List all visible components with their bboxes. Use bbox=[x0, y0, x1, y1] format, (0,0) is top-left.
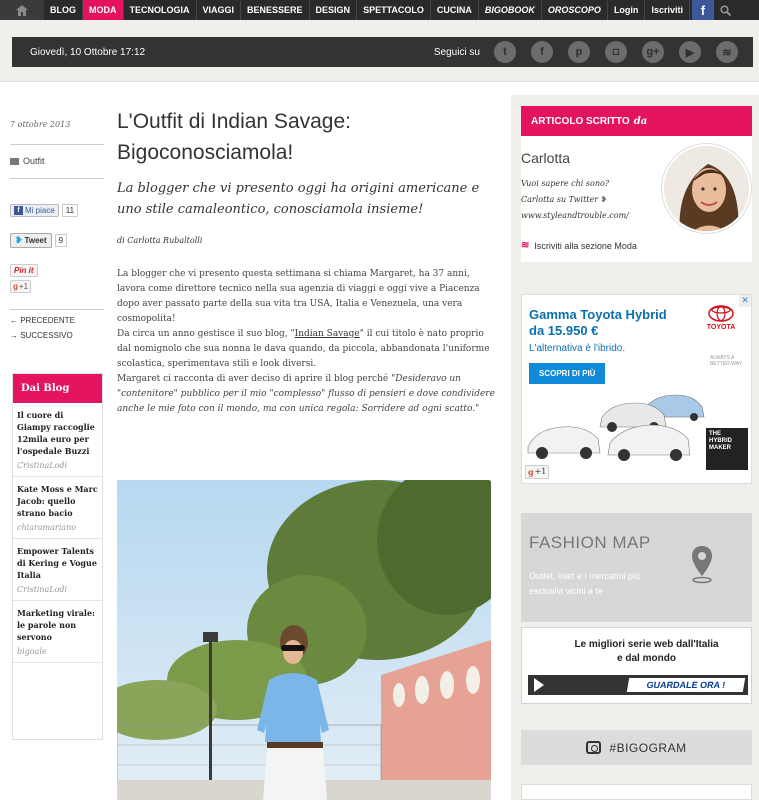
toyota-ad[interactable] bbox=[521, 294, 752, 484]
nav-item-spettacolo[interactable]: SPETTACOLO bbox=[357, 0, 431, 20]
post-title[interactable]: Marketing virale: le parole non servono bbox=[17, 608, 95, 642]
article-date: 7 ottobre 2013 bbox=[10, 120, 71, 129]
web-series-banner[interactable] bbox=[521, 627, 752, 704]
ad-slogan: ALWAYS A BETTER WAY bbox=[710, 355, 742, 367]
article-paragraph: La blogger che vi presento questa settimana si chiama Margaret, ha 37 anni, lavora come direttore tecnico nella sua agenzia di viaggi e oggi vive a Piacenza dopo aver passato parte della sua vita tra USA, Italia e Venezuela, una vera cosmopolita! bbox=[117, 269, 480, 324]
gplus-label: +1 bbox=[18, 282, 29, 291]
post-author: chiaramariano bbox=[17, 523, 77, 532]
next-widget bbox=[521, 784, 752, 800]
dai-blog-list bbox=[13, 403, 102, 663]
fashion-map-subtitle bbox=[529, 569, 640, 599]
nav-item-bigobook[interactable]: BIGOBOOK bbox=[479, 0, 542, 20]
search-icon[interactable] bbox=[714, 0, 738, 20]
article-paragraph bbox=[117, 327, 495, 372]
ad-cta-button[interactable]: SCOPRI DI PIÙ bbox=[529, 363, 605, 384]
category-label: Outfit bbox=[23, 156, 45, 166]
paragraph-text: Da circa un anno gestisce il suo blog, " bbox=[117, 329, 295, 339]
fashion-map-title: FASHION MAP bbox=[529, 533, 651, 552]
previous-article-link[interactable]: ← PRECEDENTE bbox=[10, 316, 75, 325]
ad-tagline: L'alternativa è l'ibrido. bbox=[529, 343, 626, 354]
author-website-link[interactable]: www.styleandtrouble.com/ bbox=[521, 211, 629, 220]
twitter-label: Carlotta su Twitter bbox=[521, 195, 599, 204]
article-byline: di Carlotta Rubaltolli bbox=[117, 236, 203, 245]
instagram-camera-icon bbox=[586, 741, 601, 754]
rss-icon: ≋ bbox=[521, 240, 530, 251]
nav-item-tecnologia[interactable]: TECNOLOGIA bbox=[124, 0, 197, 20]
nav-item-blog[interactable]: BLOG bbox=[44, 0, 83, 20]
author-avatar bbox=[662, 144, 751, 233]
facebook-icon[interactable]: f bbox=[531, 41, 553, 63]
like-count: 11 bbox=[62, 204, 78, 217]
nav-item-moda[interactable]: MODA bbox=[83, 0, 124, 20]
pinterest-icon[interactable]: p bbox=[568, 41, 590, 63]
follow-label: Seguici su bbox=[433, 46, 480, 58]
toyota-logo bbox=[699, 305, 743, 331]
author-twitter-link[interactable] bbox=[521, 192, 629, 208]
author-about-link[interactable]: Vuoi sapere chi sono? bbox=[521, 179, 610, 188]
subtitle-line: esclusivi vicini a te bbox=[529, 586, 604, 596]
gplus-icon: g bbox=[13, 282, 18, 291]
youtube-icon[interactable]: ▶ bbox=[679, 41, 701, 63]
author-box-title: ARTICOLO SCRITTO bbox=[531, 115, 630, 127]
divider bbox=[10, 144, 104, 145]
facebook-icon: f bbox=[14, 206, 23, 215]
subtitle-line: Outlet, inlet e i mercatini più bbox=[529, 571, 641, 581]
folder-icon bbox=[10, 158, 19, 165]
bigogram-label: #BIGOGRAM bbox=[609, 740, 687, 755]
close-icon[interactable]: ✕ bbox=[739, 295, 751, 307]
map-pin-icon bbox=[690, 544, 714, 584]
post-title[interactable]: Empower Talents di Kering e Vogue Italia bbox=[17, 546, 97, 580]
twitter-bird-icon: ❥ bbox=[600, 195, 608, 204]
tweet-row bbox=[10, 233, 104, 248]
series-line: Le migliori serie web dall'Italia bbox=[574, 639, 719, 650]
nav-item-login[interactable]: Login bbox=[608, 0, 646, 20]
list-item[interactable] bbox=[13, 539, 102, 601]
quote-text: "Desideravo un "contenitore" pubblico per il mio "complesso" flusso di pensieri e dove condividere anche le mie foto con il mondo, ma con unica regola: Sorridere ad ogni scatto." bbox=[117, 374, 495, 414]
author-box-header bbox=[521, 106, 752, 136]
date-bar bbox=[12, 37, 753, 67]
brand-name: TOYOTA bbox=[706, 324, 736, 331]
nav-item-cucina[interactable]: CUCINA bbox=[431, 0, 479, 20]
paragraph-text: Margaret ci racconta di aver deciso di aprire il blog perché bbox=[117, 374, 392, 384]
series-line: e dal mondo bbox=[617, 653, 676, 664]
post-author: bigoale bbox=[17, 647, 47, 656]
gplus-row bbox=[10, 280, 104, 293]
ad-headline bbox=[529, 307, 667, 339]
subscribe-moda-link[interactable] bbox=[521, 240, 637, 251]
article bbox=[117, 106, 495, 417]
twitter-bird-icon: ❥ bbox=[15, 235, 23, 245]
ad-headline-line: Gamma Toyota Hybrid bbox=[529, 307, 667, 322]
hybrid-badge: THE HYBRID MAKER bbox=[706, 428, 748, 470]
play-icon[interactable] bbox=[534, 678, 544, 692]
blog-link[interactable]: Indian Savage bbox=[294, 329, 360, 339]
list-item[interactable] bbox=[13, 403, 102, 477]
rss-icon[interactable]: ≋ bbox=[716, 41, 738, 63]
author-box bbox=[521, 106, 752, 262]
dai-blog-title: Dai Blog bbox=[13, 374, 102, 403]
list-item[interactable] bbox=[13, 601, 102, 663]
tweet-label: Tweet bbox=[24, 236, 47, 245]
facebook-icon[interactable]: f bbox=[692, 0, 714, 20]
nav-item-viaggi[interactable]: VIAGGI bbox=[197, 0, 242, 20]
cars-image bbox=[526, 387, 706, 467]
facebook-like-button[interactable] bbox=[10, 204, 59, 217]
nav-items bbox=[44, 0, 690, 20]
social-icons bbox=[494, 41, 753, 63]
post-title[interactable]: Kate Moss e Marc Jacob: quello strano bacio bbox=[17, 484, 98, 518]
gplus-icon: g bbox=[528, 467, 534, 477]
gplus-button[interactable] bbox=[10, 280, 31, 293]
nav-item-oroscopo[interactable]: OROSCOPO bbox=[542, 0, 608, 20]
divider bbox=[10, 309, 104, 310]
author-links bbox=[521, 176, 629, 224]
article-photo bbox=[117, 480, 491, 800]
pin-it-button[interactable]: Pin it bbox=[10, 264, 38, 277]
nav-item-iscriviti[interactable]: Iscriviti bbox=[645, 0, 690, 20]
tweet-count: 9 bbox=[55, 234, 67, 247]
gplus-label: +1 bbox=[534, 467, 547, 476]
post-author: CristinaLodi bbox=[17, 585, 68, 594]
article-title: L'Outfit di Indian Savage: Bigoconosciamola! bbox=[117, 110, 351, 164]
post-title[interactable]: Il cuore di Giampy raccoglie 12mila euro per l'ospedale Buzzi bbox=[17, 410, 95, 456]
author-name[interactable]: Carlotta bbox=[521, 150, 571, 166]
googleplus-icon[interactable]: g+ bbox=[642, 41, 664, 63]
ad-headline-line: da 15.950 € bbox=[529, 323, 599, 338]
divider bbox=[10, 178, 104, 179]
article-subtitle: La blogger che vi presento oggi ha origini americane e uno stile camaleontico, conosciamola insieme! bbox=[117, 181, 480, 217]
bigogram-bar[interactable] bbox=[521, 730, 752, 765]
like-label: Mi piace bbox=[25, 206, 55, 215]
article-body bbox=[117, 267, 495, 417]
twitter-icon[interactable]: t bbox=[494, 41, 516, 63]
nav-item-design[interactable]: DESIGN bbox=[310, 0, 358, 20]
top-nav bbox=[0, 0, 759, 20]
web-series-text bbox=[522, 638, 751, 666]
dai-blog-box bbox=[12, 373, 103, 740]
home-icon[interactable] bbox=[0, 0, 44, 20]
watch-now-button[interactable]: GUARDALE ORA ! bbox=[627, 678, 745, 692]
list-item[interactable] bbox=[13, 477, 102, 539]
next-article-link[interactable]: → SUCCESSIVO bbox=[10, 331, 73, 340]
category-link[interactable] bbox=[10, 156, 104, 166]
paragraph-text: " il cui titolo è nato proprio dal nomignolo che sua nonna le dava quando, da piccola, abbandonata l'uniforme scolastica, sperimentava stili e look diversi. bbox=[117, 329, 490, 369]
instagram-icon[interactable]: ◘ bbox=[605, 41, 627, 63]
nav-item-benessere[interactable]: BENESSERE bbox=[241, 0, 310, 20]
pin-row bbox=[10, 264, 104, 277]
subscribe-label: Iscriviti alla sezione Moda bbox=[534, 240, 637, 251]
author-box-title-em: da bbox=[633, 115, 648, 127]
article-meta-column bbox=[10, 120, 104, 346]
tweet-button[interactable] bbox=[10, 233, 52, 248]
post-author: CristinaLodi bbox=[17, 461, 68, 470]
fashion-map-banner[interactable] bbox=[521, 513, 752, 622]
current-date: Giovedì, 10 Ottobre 17:12 bbox=[30, 46, 146, 58]
facebook-like-row bbox=[10, 204, 104, 217]
video-bar bbox=[528, 675, 748, 695]
ad-gplus-button[interactable] bbox=[525, 465, 549, 479]
article-paragraph bbox=[117, 372, 495, 417]
